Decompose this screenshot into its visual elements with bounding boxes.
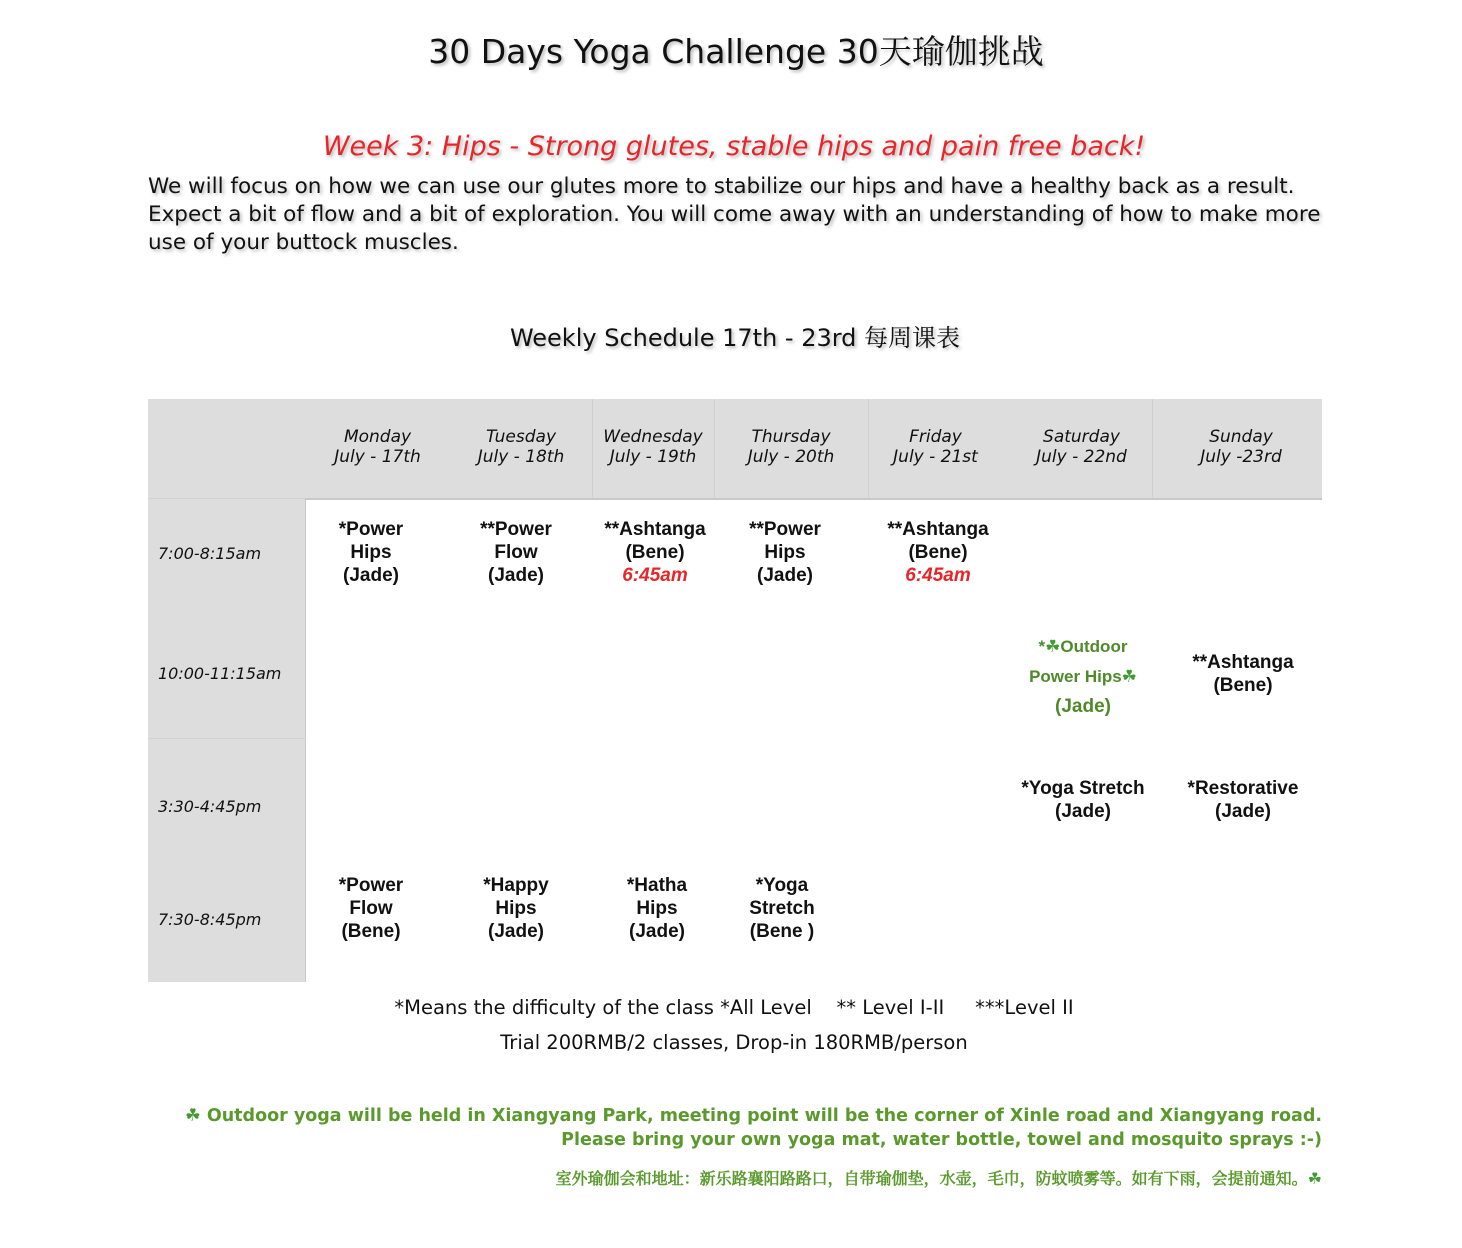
class-teacher: (Bene)	[341, 921, 401, 942]
week-heading: Week 3: Hips - Strong glutes, stable hips and pain free back!	[322, 131, 1146, 162]
class-wednesday-evening[interactable]	[594, 874, 720, 943]
time-column	[148, 399, 306, 982]
time-divider	[148, 738, 305, 739]
difficulty-legend: *Means the difficulty of the class *All Level ** Level I-II ***Level II	[394, 996, 1074, 1019]
day-header-wednesday	[592, 427, 714, 467]
class-teacher: (Bene)	[1213, 675, 1273, 696]
class-sunday-midmorning[interactable]	[1164, 651, 1322, 697]
class-saturday-afternoon[interactable]	[1003, 777, 1163, 823]
class-tuesday-evening[interactable]	[450, 874, 582, 943]
day-header-thursday	[714, 427, 868, 467]
day-date: July -23rd	[1200, 447, 1282, 467]
class-name: Flow	[349, 898, 393, 919]
class-teacher: (Jade)	[488, 565, 544, 586]
class-name: Outdoor	[1060, 637, 1128, 656]
outdoor-note-line2: Please bring your own yoga mat, water bottle, towel and mosquito sprays :-)	[561, 1130, 1322, 1150]
day-header-row	[305, 399, 1322, 500]
clover-icon: ☘	[1045, 637, 1061, 656]
day-name: Friday	[909, 427, 962, 447]
class-name: *Power	[338, 519, 404, 540]
day-header-saturday	[1003, 427, 1160, 467]
class-teacher: (Bene)	[908, 542, 968, 563]
day-name: Saturday	[1043, 427, 1120, 447]
class-name: *Yoga Stretch	[1021, 778, 1145, 799]
class-name: **Power	[480, 519, 552, 540]
schedule-table	[148, 399, 1322, 982]
class-name: *Hatha	[626, 875, 688, 896]
class-name-line	[1003, 632, 1163, 662]
class-teacher: (Jade)	[343, 565, 399, 586]
class-early-start: 6:45am	[622, 565, 688, 586]
day-date: July - 20th	[747, 447, 835, 467]
class-teacher: (Jade)	[757, 565, 813, 586]
class-name: Hips	[764, 542, 806, 563]
class-teacher: (Bene )	[749, 921, 815, 942]
clover-icon: ☘	[1307, 1169, 1322, 1188]
outdoor-note-chinese	[556, 1166, 1322, 1189]
day-name: Sunday	[1209, 427, 1273, 447]
day-date: July - 18th	[477, 447, 565, 467]
day-header-sunday	[1160, 427, 1322, 467]
week-description: We will focus on how we can use our glutes more to stabilize our hips and have a healthy back as a result. Expect a bit of flow and a bit of exploration. You will come away with an understanding of how to make more use of your buttock muscles.	[148, 174, 1321, 255]
class-name: *Yoga	[755, 875, 809, 896]
class-teacher: (Jade)	[1055, 696, 1111, 717]
class-name-line	[1003, 662, 1163, 692]
day-date: July - 19th	[609, 447, 697, 467]
class-name: Stretch	[749, 898, 815, 919]
day-name: Thursday	[751, 427, 831, 447]
time-slot-evening: 7:30-8:45pm	[158, 910, 262, 929]
page-title: 30 Days Yoga Challenge 30天瑜伽挑战	[428, 32, 1044, 71]
class-teacher: (Jade)	[1055, 801, 1111, 822]
schedule-title: Weekly Schedule 17th - 23rd 每周课表	[509, 324, 961, 352]
class-name: Hips	[350, 542, 392, 563]
class-name: Power Hips	[1029, 667, 1122, 686]
class-name: **Power	[749, 519, 821, 540]
class-teacher: (Jade)	[1215, 801, 1271, 822]
time-slot-morning: 7:00-8:15am	[158, 544, 262, 563]
class-tuesday-morning[interactable]	[450, 518, 582, 587]
class-name: Hips	[495, 898, 537, 919]
time-slot-midmorning: 10:00-11:15am	[158, 664, 282, 683]
day-date: July - 22nd	[1036, 447, 1127, 467]
clover-icon: ☘	[185, 1106, 201, 1126]
class-early-start: 6:45am	[905, 565, 971, 586]
class-friday-morning[interactable]	[870, 518, 1006, 587]
price-info: Trial 200RMB/2 classes, Drop-in 180RMB/person	[500, 1031, 968, 1054]
class-sunday-afternoon[interactable]	[1164, 777, 1322, 823]
class-name: **Ashtanga	[604, 519, 706, 540]
class-monday-evening[interactable]	[305, 874, 437, 943]
class-thursday-evening[interactable]	[718, 874, 846, 943]
class-level: *	[1038, 637, 1046, 656]
class-name: Hips	[636, 898, 678, 919]
class-name: *Happy	[483, 875, 549, 896]
class-name: *Restorative	[1187, 778, 1299, 799]
class-name: *Power	[338, 875, 404, 896]
day-name: Monday	[343, 427, 412, 447]
clover-icon: ☘	[1121, 667, 1137, 686]
time-divider	[148, 498, 305, 499]
class-name: **Ashtanga	[1192, 652, 1294, 673]
class-wednesday-morning[interactable]	[594, 518, 716, 587]
day-date: July - 17th	[334, 447, 421, 467]
class-teacher: (Jade)	[488, 921, 544, 942]
day-name: Wednesday	[603, 427, 703, 447]
day-header-tuesday	[450, 427, 592, 467]
class-teacher: (Jade)	[629, 921, 685, 942]
day-date: July - 21st	[893, 447, 978, 467]
class-name: Flow	[494, 542, 538, 563]
outdoor-note-text-cn: 室外瑜伽会和地址：新乐路襄阳路路口，自带瑜伽垫，水壶，毛巾，防蚊喷雾等。如有下雨，会提前通知。	[555, 1169, 1308, 1188]
outdoor-note-line1	[185, 1106, 1322, 1126]
class-thursday-morning[interactable]	[718, 518, 852, 587]
day-name: Tuesday	[485, 427, 557, 447]
day-header-friday	[868, 427, 1003, 467]
class-name: **Ashtanga	[887, 519, 989, 540]
class-teacher: (Bene)	[625, 542, 685, 563]
class-saturday-midmorning[interactable]	[1003, 632, 1163, 722]
class-monday-morning[interactable]	[305, 518, 437, 587]
time-slot-afternoon: 3:30-4:45pm	[158, 797, 262, 816]
outdoor-note-text: Outdoor yoga will be held in Xiangyang Park, meeting point will be the corner of Xinle road and Xiangyang road.	[206, 1106, 1322, 1126]
day-header-monday	[305, 427, 450, 467]
